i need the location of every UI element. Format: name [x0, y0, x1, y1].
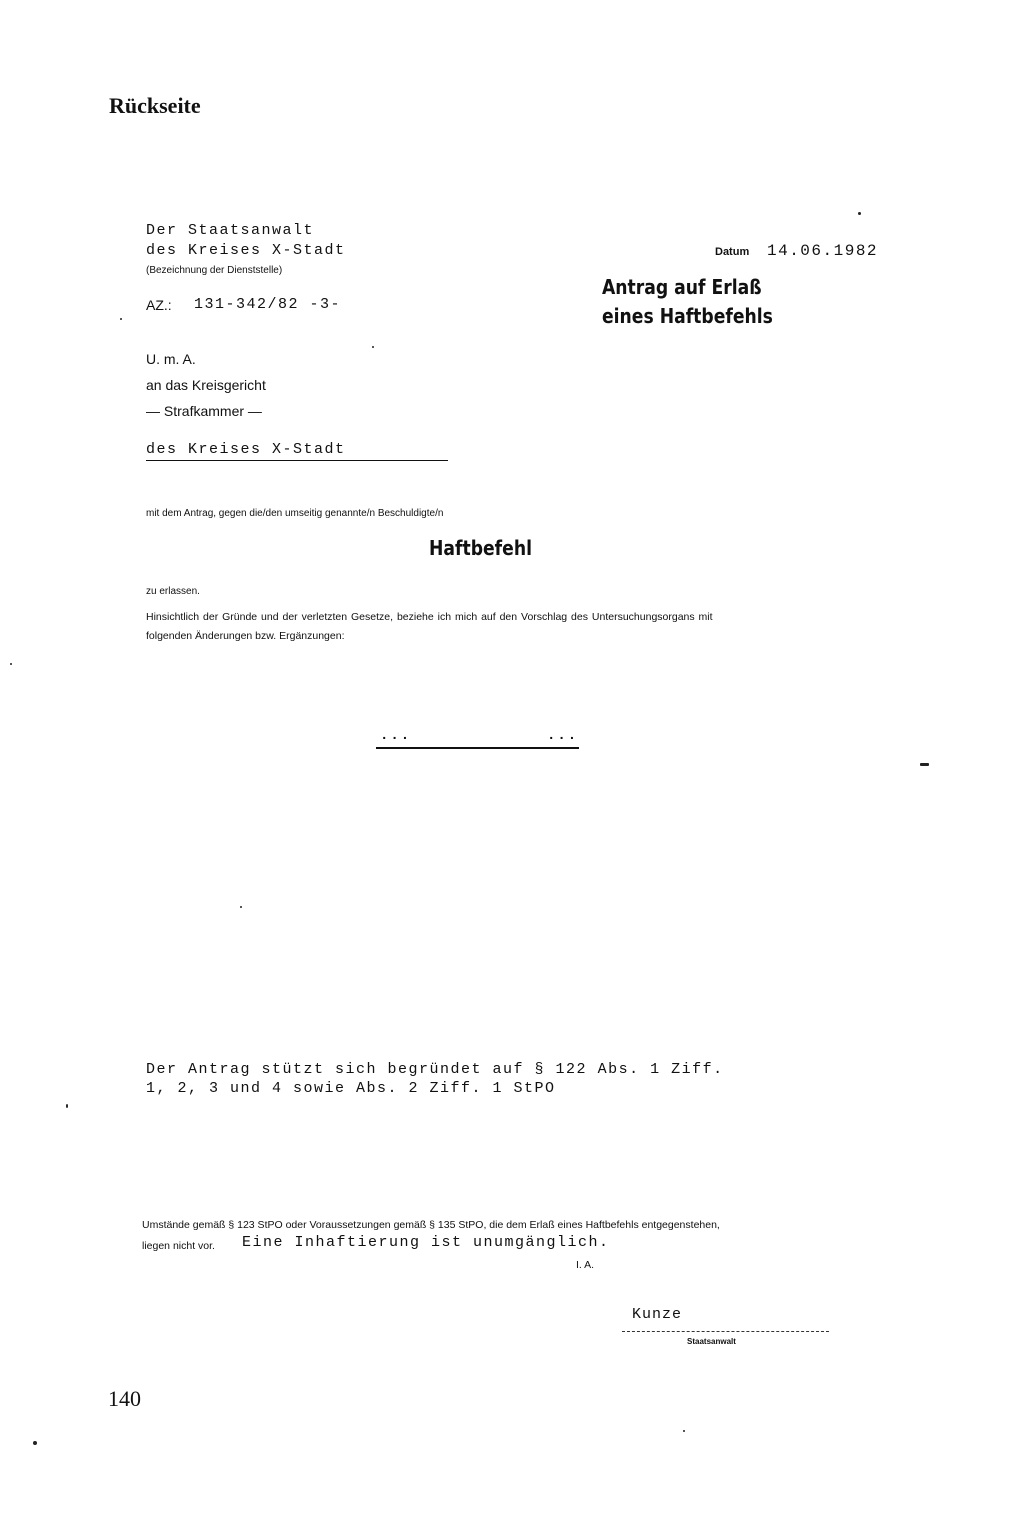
scan-speck: [920, 763, 929, 766]
page-side-label: Rückseite: [109, 93, 201, 118]
omission-mark-left: ...: [380, 728, 412, 744]
scan-speck: [10, 663, 12, 665]
scan-speck: [683, 1430, 685, 1432]
form-title-line2: eines Haftbefehls: [602, 304, 773, 328]
signature-line: [622, 1331, 829, 1332]
scan-speck: [66, 1104, 68, 1108]
request-title: Haftbefehl: [429, 536, 532, 560]
legal-basis-line1: Der Antrag stützt sich begründet auf § 122 Abs. 1 Ziff.: [146, 1061, 724, 1078]
signature-name: Kunze: [632, 1306, 683, 1323]
issue-text: zu erlassen.: [146, 586, 200, 597]
issuer-district: des Kreises X-Stadt: [146, 242, 346, 259]
scan-speck: [372, 346, 374, 348]
addressee-line1: U. m. A.: [146, 351, 196, 367]
scan-speck: [240, 906, 242, 908]
addressee-line2: an das Kreisgericht: [146, 377, 266, 393]
scan-speck: [858, 212, 861, 215]
signature-caption: Staatsanwalt: [687, 1337, 736, 1346]
scan-speck: [120, 318, 122, 320]
date-value: 14.06.1982: [767, 242, 879, 260]
request-text: mit dem Antrag, gegen die/den umseitig genannte/n Beschuldigte/n: [146, 508, 444, 519]
omission-mark-right: ...: [547, 728, 579, 744]
page-number: 140: [108, 1386, 141, 1411]
scan-speck: [33, 1441, 37, 1445]
circumstances-line2-label: liegen nicht vor.: [142, 1240, 215, 1252]
form-title-line1: Antrag auf Erlaß: [602, 275, 762, 299]
addressee-line3: — Strafkammer —: [146, 403, 262, 419]
omission-underline: [376, 747, 579, 749]
date-label: Datum: [715, 246, 750, 258]
circumstances-line1: Umstände gemäß § 123 StPO oder Voraussetzungen gemäß § 135 StPO, die dem Erlaß eines Haftbefehls entgegenstehen,: [142, 1219, 720, 1231]
addressee-court: des Kreises X-Stadt: [146, 441, 346, 458]
issuer-name: Der Staatsanwalt: [146, 222, 315, 239]
reasons-line2: folgenden Änderungen bzw. Ergänzungen:: [146, 630, 345, 642]
court-underline: [146, 460, 448, 461]
signature-ia-label: I. A.: [576, 1259, 595, 1271]
reasons-line1: Hinsichtlich der Gründe und der verletzten Gesetze, beziehe ich mich auf den Vorschlag des Untersuchungsorgans mit: [146, 611, 713, 623]
reference-number: 131-342/82 -3-: [194, 296, 342, 313]
reference-label: AZ.:: [146, 297, 172, 313]
legal-basis-line2: 1, 2, 3 und 4 sowie Abs. 2 Ziff. 1 StPO: [146, 1080, 556, 1097]
circumstances-typed-statement: Eine Inhaftierung ist unumgänglich.: [242, 1234, 610, 1251]
issuer-caption: (Bezeichnung der Dienststelle): [146, 265, 283, 276]
